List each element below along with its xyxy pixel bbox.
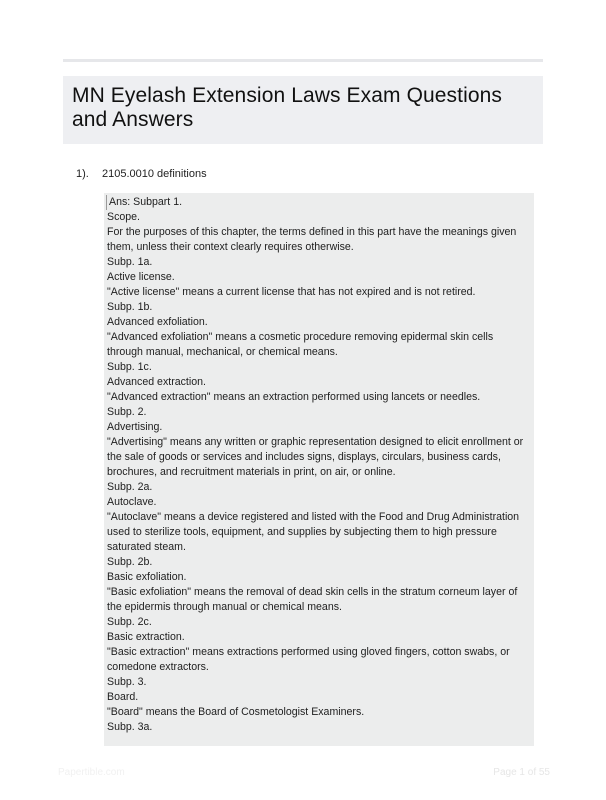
top-divider — [63, 59, 543, 62]
answer-line: used to sterilize tools, equipment, and supplies by subjecting them to high pressure — [107, 526, 497, 538]
answer-line: "Active license" means a current license that has not expired and is not retired. — [107, 286, 476, 298]
answer-line: brochures, and recruitment materials in print, on air, or online. — [107, 466, 396, 478]
answer-line: Subp. 2c. — [107, 616, 152, 628]
answer-line: Subp. 1a. — [107, 256, 153, 268]
answer-line: "Advanced extraction" means an extraction performed using lancets or needles. — [107, 391, 481, 403]
answer-line: Subp. 3. — [107, 676, 147, 688]
answer-line: "Advanced exfoliation" means a cosmetic procedure removing epidermal skin cells — [107, 331, 494, 343]
answer-line: Advanced exfoliation. — [107, 316, 208, 328]
answer-box — [104, 193, 534, 746]
answer-line: saturated steam. — [107, 541, 186, 553]
footer-page-number: Page 1 of 55 — [493, 767, 550, 778]
answer-line: For the purposes of this chapter, the terms defined in this part have the meanings given — [107, 226, 517, 238]
answer-line: them, unless their context clearly requires otherwise. — [107, 241, 354, 253]
answer-line: Autoclave. — [107, 496, 157, 508]
answer-line: Basic exfoliation. — [107, 571, 187, 583]
answer-line: Subp. 3a. — [107, 721, 153, 733]
answer-line: the sale of goods or services and includes signs, displays, circulars, business cards, — [107, 451, 501, 463]
answer-line: "Basic exfoliation" means the removal of dead skin cells in the stratum corneum layer of — [107, 586, 518, 598]
answer-line: the epidermis through manual or chemical means. — [107, 601, 342, 613]
answer-line: comedone extractors. — [107, 661, 209, 673]
answer-line: Board. — [107, 691, 139, 703]
answer-line: Basic extraction. — [107, 631, 185, 643]
answer-line: Advertising. — [107, 421, 163, 433]
answer-line: "Advertising" means any written or graphic representation designed to elicit enrollment or — [107, 436, 524, 448]
answer-line: Scope. — [107, 211, 140, 223]
answer-line: Subp. 1c. — [107, 361, 152, 373]
answer-line: Subp. 1b. — [107, 301, 153, 313]
answer-line: "Autoclave" means a device registered and listed with the Food and Drug Administration — [107, 511, 520, 523]
answer-line: "Board" means the Board of Cosmetologist Examiners. — [107, 706, 365, 718]
answer-line: Subp. 2. — [107, 406, 147, 418]
page-title: MN Eyelash Extension Laws Exam Questions and Answers — [72, 84, 503, 131]
footer-site-watermark: Papertible.com — [58, 767, 125, 778]
answer-line: through manual, mechanical, or chemical means. — [107, 346, 338, 358]
answer-line: Ans: Subpart 1. — [106, 195, 528, 210]
title-banner — [63, 76, 543, 144]
answer-line: Active license. — [107, 271, 175, 283]
answer-line: Subp. 2b. — [107, 556, 153, 568]
answer-line: Subp. 2a. — [107, 481, 153, 493]
answer-line: "Basic extraction" means extractions performed using gloved fingers, cotton swabs, or — [107, 646, 510, 658]
question-text: 2105.0010 definitions — [102, 168, 207, 180]
question-number: 1). — [76, 168, 89, 180]
answer-line: Advanced extraction. — [107, 376, 206, 388]
